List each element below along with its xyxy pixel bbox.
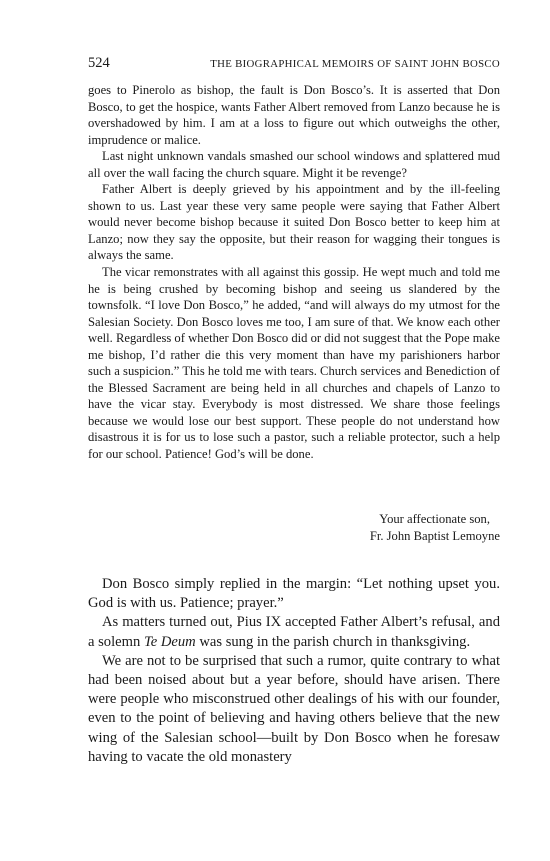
- letter-paragraph: goes to Pinerolo as bishop, the fault is Don Bosco’s. It is asserted that Don Bosco, to get the hospice, wants Father Albert removed from Lanzo because he is overshadowed by him. I am at a loss to figure out which outweighs the other, imprudence or malice.: [88, 83, 500, 147]
- page-number: 524: [88, 55, 110, 71]
- body-paragraph: [88, 613, 500, 651]
- letter-closing: Your affectionate son,: [379, 512, 490, 526]
- text-run: was sung in the parish church in thanksgiving.: [195, 633, 471, 650]
- body-paragraph: Don Bosco simply replied in the margin: “Let nothing upset you. God is with us. Patience; prayer.”: [88, 576, 500, 612]
- body-text: [88, 575, 500, 767]
- quoted-letter: [88, 82, 500, 463]
- text-run: As matters turned out, Pius IX accepted Father Albert’s refusal, and a solemn: [88, 614, 500, 650]
- letter-paragraph: Father Albert is deeply grieved by his appointment and by the ill-feeling shown to us. Last year these very same people were saying that Father Albert would never become bishop because it suited Don Bosco better to keep him at Lanzo; now they say the opposite, but their reason for wagging their tongues is always the same.: [88, 182, 500, 263]
- letter-paragraph: Last night unknown vandals smashed our school windows and splattered mud all over the wall facing the church square. Might it be revenge?: [88, 149, 500, 180]
- letter-signature: Fr. John Baptist Lemoyne: [369, 529, 500, 543]
- letter-paragraph: The vicar remonstrates with all against this gossip. He wept much and told me he is being crushed by becoming bishop and seeing us slandered by the townsfolk. “I love Don Bosco,” he added, “and will always do my utmost for the Salesian Society. Don Bosco loves me too, I am sure of that. We know each other well. Regardless of whether Don Bosco did or did not suggest that the Pope make me bishop, I’d rather die this very moment than have my parishioners harbor such a suspicion.” This he told me with tears. Church services and Benediction of the Blessed Sacrament are being held in all churches and chapels of Lanzo to have the vicar stay. Everybody is most distressed. We share those feelings because we would lose our best support. These people do not understand how disastrous it is for us to lose such a pastor, such a reliable protector, such a help for our school. Patience! God’s will be done.: [88, 265, 500, 462]
- running-header: [88, 55, 500, 73]
- italic-title: Te Deum: [143, 633, 196, 650]
- running-title: THE BIOGRAPHICAL MEMOIRS OF SAINT JOHN BOSCO: [210, 58, 500, 70]
- body-paragraph: We are not to be surprised that such a rumor, quite contrary to what had been noised about but a year before, should have arisen. There were people who misconstrued other dealings of his with our founder, even to the point of believing and having others believe that the new wing of the Salesian school—built by Don Bosco when he foresaw having to vacate the old monastery: [88, 652, 500, 765]
